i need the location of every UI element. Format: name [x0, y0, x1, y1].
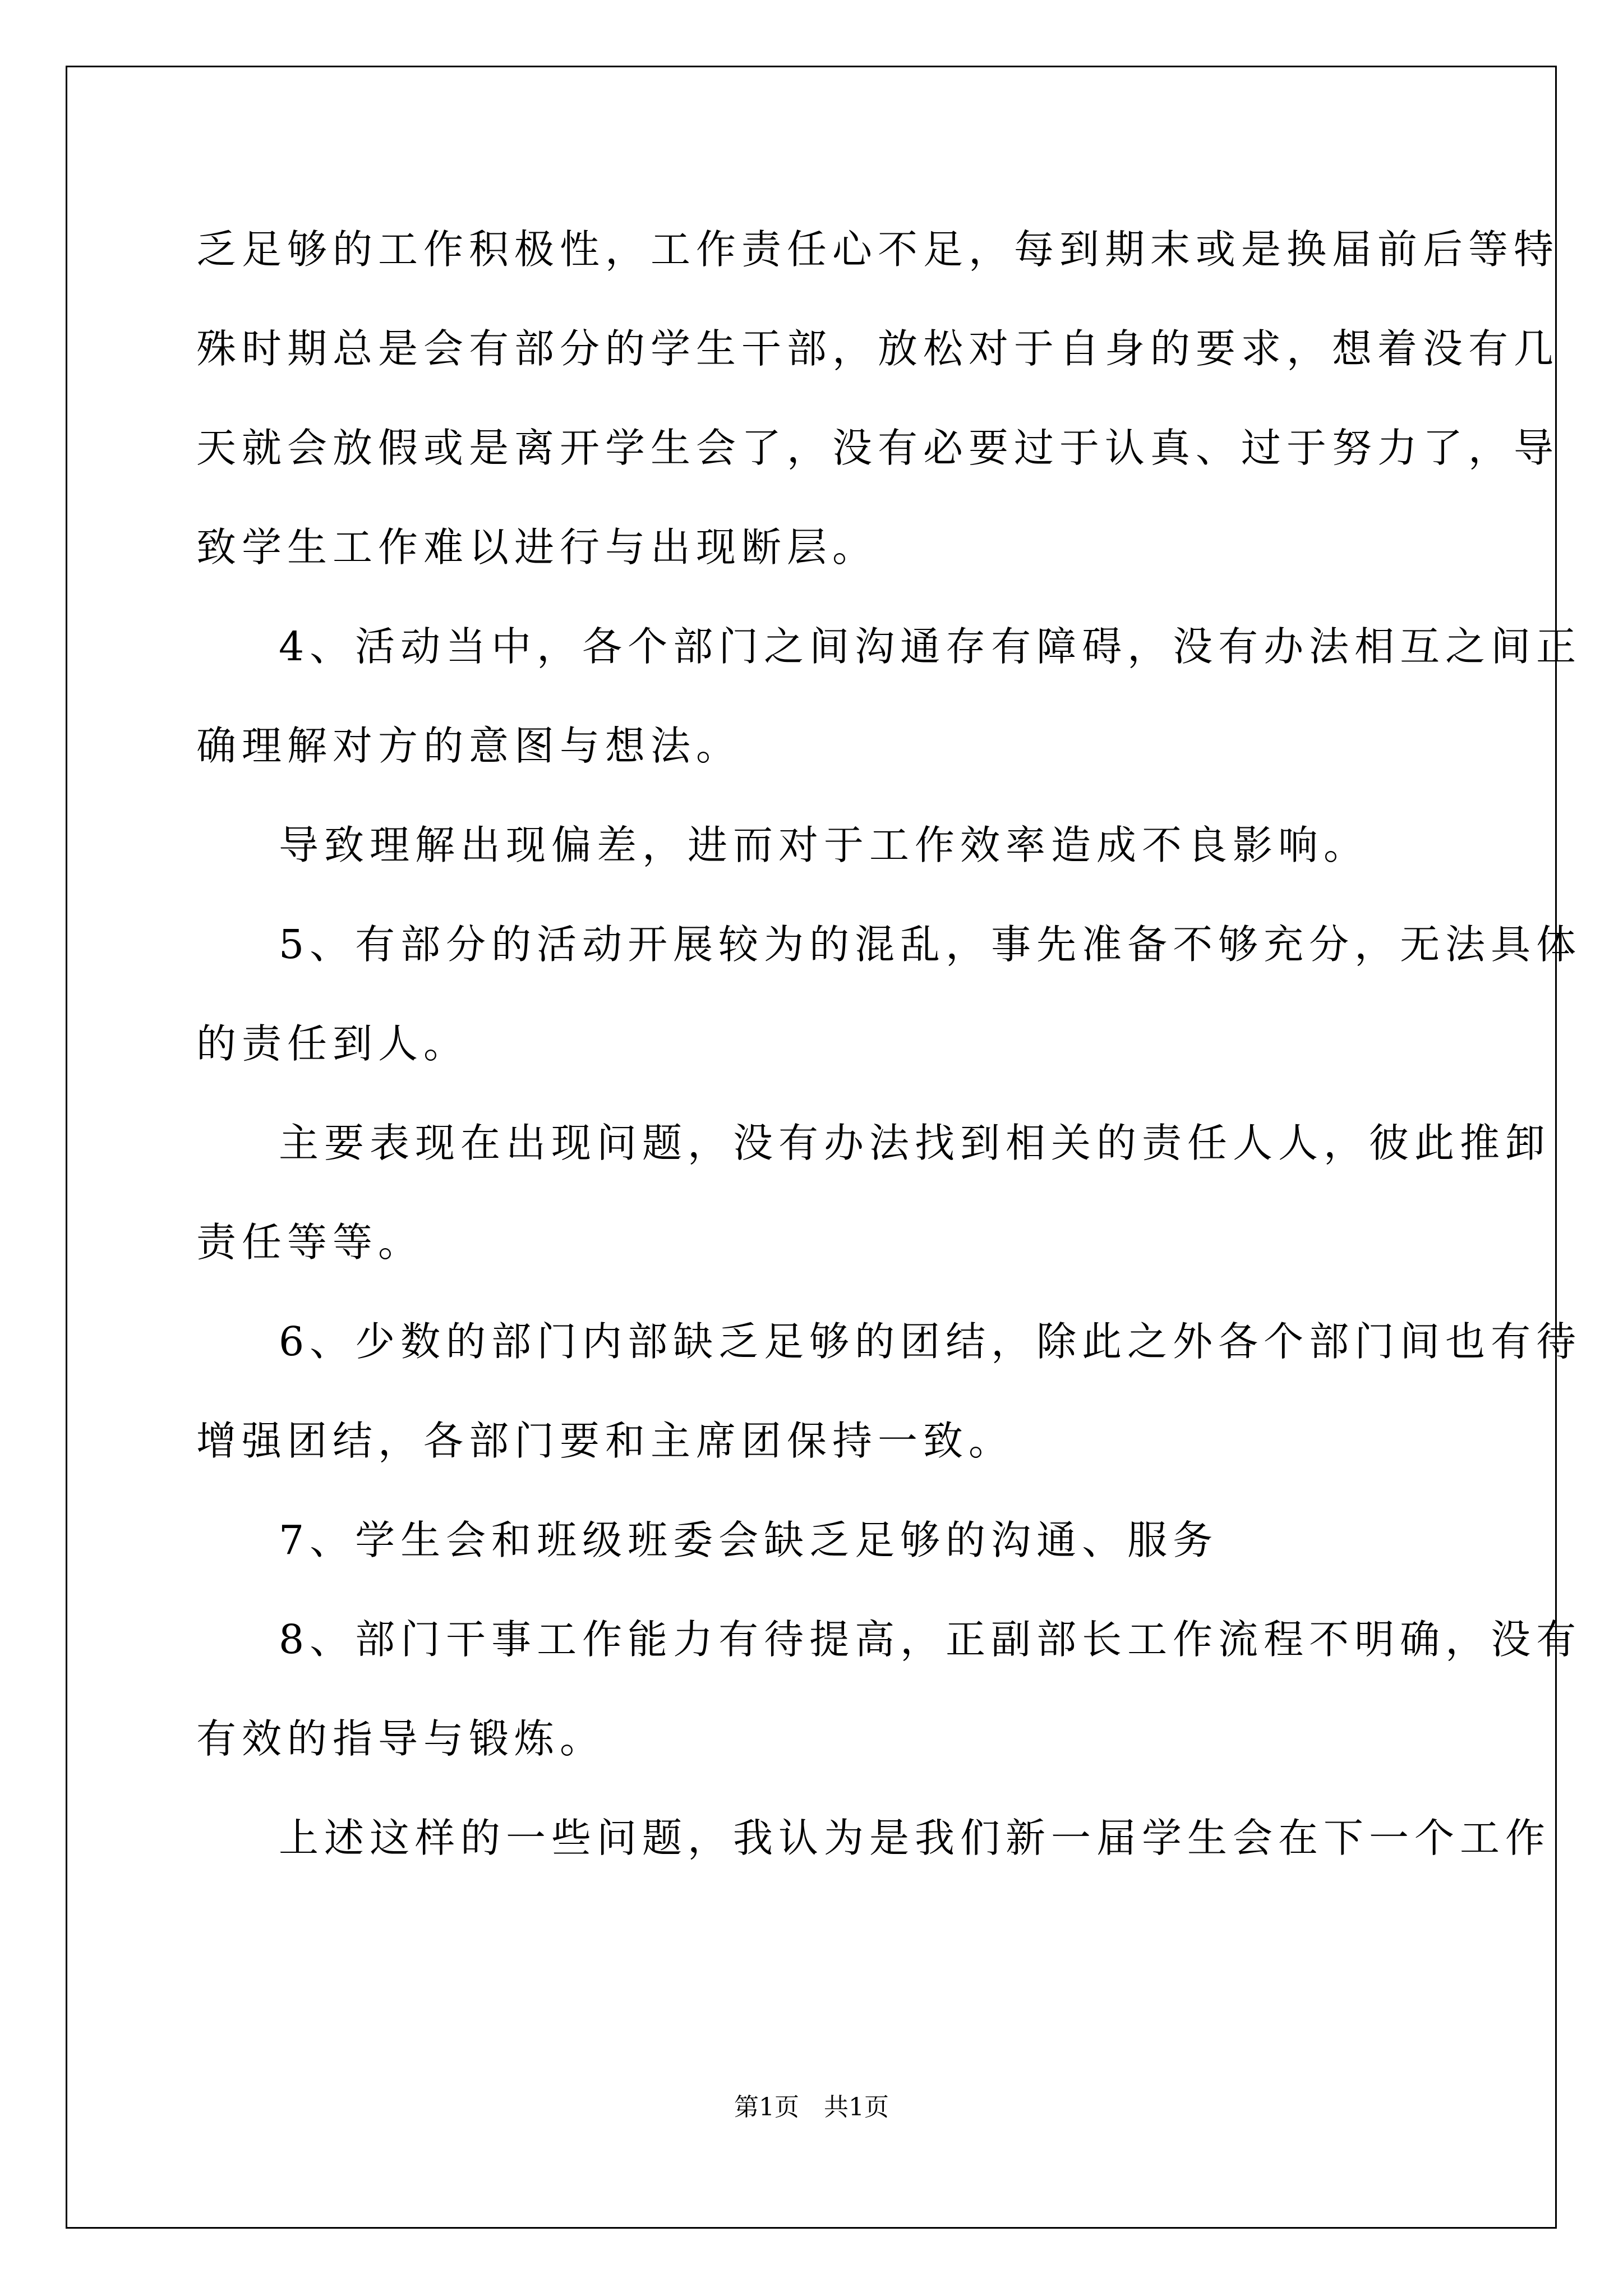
text-line: 的责任到人。 — [196, 1020, 469, 1067]
text-line: 8、部门干事工作能力有待提高，正副部长工作流程不明确，没有 — [279, 1616, 1582, 1663]
text-line: 责任等等。 — [196, 1219, 424, 1266]
text-line: 确理解对方的意图与想法。 — [196, 723, 742, 769]
text-line: 导致理解出现偏差，进而对于工作效率造成不良影响。 — [279, 822, 1370, 868]
text-line: 增强团结，各部门要和主席团保持一致。 — [196, 1418, 1015, 1464]
text-line: 乏足够的工作积极性，工作责任心不足，每到期末或是换届前后等特 — [196, 226, 1560, 273]
text-line: 上述这样的一些问题，我认为是我们新一届学生会在下一个工作 — [279, 1815, 1551, 1861]
text-line: 4、活动当中，各个部门之间沟通存有障碍，没有办法相互之间正 — [279, 623, 1582, 670]
text-line: 主要表现在出现问题，没有办法找到相关的责任人人，彼此推卸 — [279, 1120, 1551, 1166]
text-line: 天就会放假或是离开学生会了，没有必要过于认真、过于努力了，导 — [196, 425, 1560, 471]
text-line: 殊时期总是会有部分的学生干部，放松对于自身的要求，想着没有几 — [196, 325, 1560, 372]
page-footer: 第1页 共1页 — [734, 2093, 889, 2122]
text-line: 有效的指导与锻炼。 — [196, 1715, 606, 1762]
text-line: 5、有部分的活动开展较为的混乱，事先准备不够充分，无法具体 — [279, 921, 1582, 968]
text-line: 致学生工作难以进行与出现断层。 — [196, 524, 878, 570]
text-line: 7、学生会和班级班委会缺乏足够的沟通、服务 — [279, 1517, 1219, 1563]
text-line: 6、少数的部门内部缺乏足够的团结，除此之外各个部门间也有待 — [279, 1318, 1582, 1365]
